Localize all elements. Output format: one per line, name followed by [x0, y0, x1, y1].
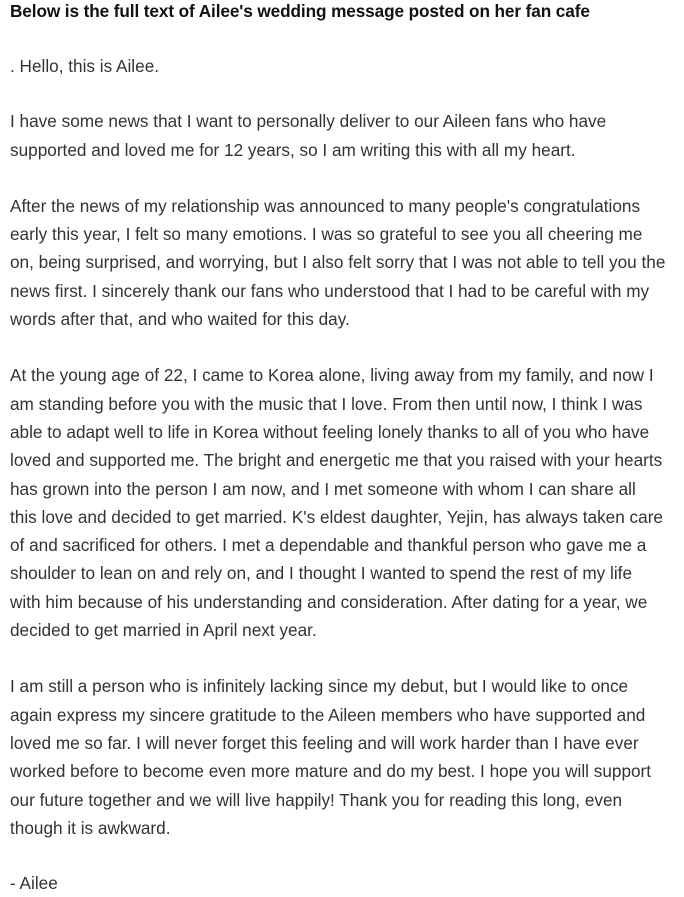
paragraph-line: I have some news that I want to personally deliver to our Aileen fans who have	[10, 111, 607, 132]
paragraph-line: again express my sincere gratitude to the Aileen members who have supported and	[10, 704, 646, 725]
paragraph-line: this love and decided to get married. K's eldest daughter, Yejin, has always taken care	[10, 506, 663, 527]
paragraph-line: I am still a person who is infinitely lacking since my debut, but I would like to once	[10, 676, 629, 697]
paragraph-line: am standing before you with the music that I love. From then until now, I think I was	[10, 393, 643, 414]
paragraph-line: decided to get married in April next year.	[10, 620, 317, 641]
paragraph-line: After the news of my relationship was announced to many people's congratulations	[10, 195, 641, 216]
signature: - Ailee	[10, 873, 58, 894]
paragraph-line: of and sacrificed for others. I met a dependable and thankful person who gave me a	[10, 535, 647, 556]
paragraph-gratitude	[10, 672, 680, 842]
paragraph-relationship	[10, 192, 680, 333]
paragraph-line: on, being surprised, and worrying, but I also felt sorry that I was not able to tell you the	[10, 252, 666, 273]
paragraph-korea	[10, 361, 680, 644]
paragraph-line: supported and loved me for 12 years, so I am writing this with all my heart.	[10, 139, 576, 160]
paragraph-line: worked before to become even more mature and do my best. I hope you will support	[10, 761, 652, 782]
paragraph-line: though it is awkward.	[10, 817, 171, 838]
paragraph-line: has grown into the person I am now, and I met someone with whom I can share all	[10, 478, 636, 499]
paragraph-line: shoulder to lean on and rely on, and I thought I wanted to spend the rest of my life	[10, 563, 633, 584]
paragraph-line: with him because of his understanding and consideration. After dating for a year, we	[10, 591, 648, 612]
article-title: Below is the full text of Ailee's wedding message posted on her fan cafe	[10, 1, 590, 21]
paragraph-line: news first. I sincerely thank our fans who understood that I had to be careful with my	[10, 280, 650, 301]
paragraph-line: loved me so far. I will never forget this feeling and will work harder than I have ever	[10, 732, 639, 753]
paragraph-line: early this year, I felt so many emotions. I was so grateful to see you all cheering me	[10, 224, 643, 245]
paragraph-line: able to adapt well to life in Korea without feeling lonely thanks to all of you who have	[10, 421, 650, 442]
paragraph-line: At the young age of 22, I came to Korea alone, living away from my family, and now I	[10, 365, 654, 386]
paragraph-line: words after that, and who waited for this day.	[10, 309, 350, 330]
greeting-line: . Hello, this is Ailee.	[10, 56, 160, 76]
article	[10, 0, 680, 897]
paragraph-line: our future together and we will live happily! Thank you for reading this long, even	[10, 789, 623, 810]
paragraph-line: loved and supported me. The bright and energetic me that you raised with your hearts	[10, 450, 663, 471]
paragraph-news	[10, 107, 680, 164]
